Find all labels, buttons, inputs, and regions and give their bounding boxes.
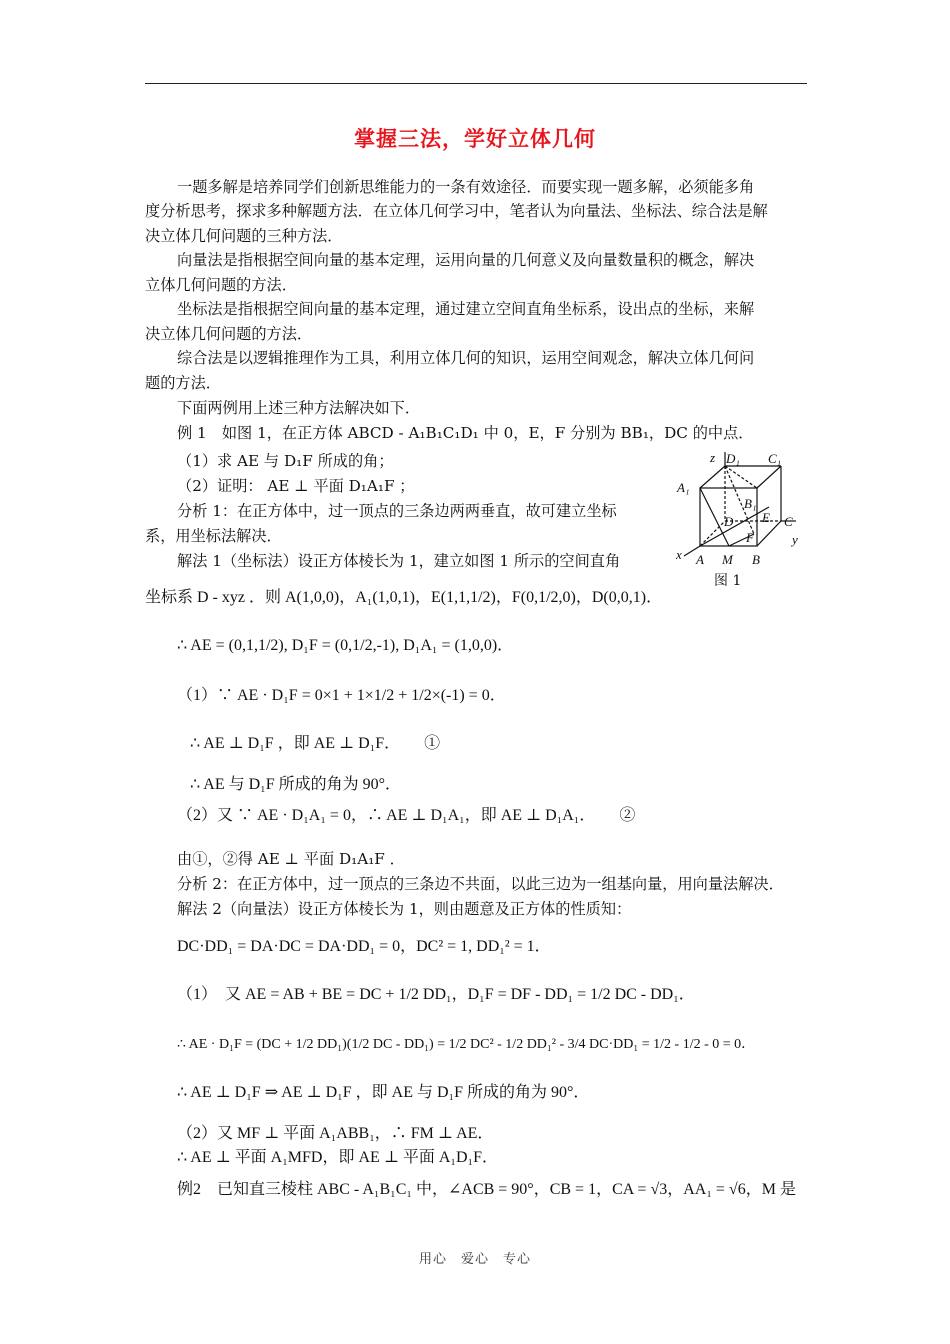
label-F: F <box>746 530 754 545</box>
solution-1-perpendicular: ∴ AE ⊥ D₁F ，即 AE ⊥ D₁F． ① <box>190 735 441 752</box>
label-x: x <box>676 547 682 562</box>
solution-2-vectors: （1） 又 AE = AB + BE = DC + 1/2 DD₁，D₁F = DF - DD₁ = 1/2 DC - DD₁． <box>177 986 695 1003</box>
label-C1: C₁ <box>768 451 782 466</box>
paragraph-line: 坐标法是指根据空间向量的基本定理，通过建立空间直角坐标系，设出点的坐标，来解 <box>177 300 755 318</box>
solution-2-intro: 解法 2（向量法）设正方体棱长为 1，则由题意及正方体的性质知： <box>177 900 632 918</box>
paragraph-line: 题的方法． <box>145 374 221 392</box>
analysis-1-line: 分析 1：在正方体中，过一顶点的三条边两两垂直，故可建立坐标 <box>177 502 617 520</box>
label-D1: D₁ <box>726 451 740 466</box>
paragraph-line: 向量法是指根据空间向量的基本定理，运用向量的几何意义及向量数量积的概念，解决 <box>177 251 755 269</box>
solution-2-part-2: （2）又 MF ⊥ 平面 A₁ABB₁，∴ FM ⊥ AE． <box>177 1125 494 1142</box>
paragraph-line: 度分析思考，探求多种解题方法．在立体几何学习中，笔者认为向量法、坐标法、综合法是解 <box>145 202 768 220</box>
solution-1-conclusion: 由①，②得 AE ⊥ 平面 D₁A₁F ． <box>177 850 405 868</box>
label-M: M <box>722 552 733 567</box>
paragraph-line: 决立体几何问题的方法． <box>145 325 313 343</box>
solution-2-basis: DC·DD₁ = DA·DC = DA·DD₁ = 0，DC² = 1, DD₁² = 1． <box>177 938 551 955</box>
figure-caption: 图 1 <box>714 573 742 589</box>
paragraph-line: 决立体几何问题的三种方法． <box>145 227 343 245</box>
example-1-part-2: （2）证明： AE ⊥ 平面 D₁A₁F ； <box>177 477 415 495</box>
label-D: D <box>724 514 734 529</box>
example-1-statement: 例 1 如图 1，在正方体 ABCD - A₁B₁C₁D₁ 中 0，E，F 分别为 BB₁，DC 的中点． <box>177 424 754 442</box>
solution-1-part-2: （2）又 ∵ AE · D₁A₁ = 0，∴ AE ⊥ D₁A₁，即 AE ⊥ D₁A₁． ② <box>177 807 636 824</box>
solution-2-angle: ∴ AE ⊥ D₁F ⇒ AE ⊥ D₁F ，即 AE 与 D₁F 所成的角为 90°． <box>177 1084 590 1101</box>
analysis-1-line: 系，用坐标法解决． <box>145 527 282 545</box>
label-B1: B₁ <box>744 496 757 511</box>
example-2-statement: 例2 已知直三棱柱 ABC - A₁B₁C₁ 中，∠ACB = 90°，CB = 1，CA = √3，AA₁ = √6，M 是 <box>177 1181 796 1198</box>
page-footer: 用心 爱心 专心 <box>418 1252 531 1267</box>
solution-1-angle: ∴ AE 与 D₁F 所成的角为 90°． <box>190 776 402 793</box>
solution-1-line: 解法 1（坐标法）设正方体棱长为 1，建立如图 1 所示的空间直角 <box>177 552 621 570</box>
paragraph-line: 立体几何问题的方法． <box>145 276 297 294</box>
label-z: z <box>710 450 716 465</box>
cube-figure <box>674 446 804 591</box>
label-B: B <box>752 552 760 567</box>
solution-2-conclusion: ∴ AE ⊥ 平面 A₁MFD，即 AE ⊥ 平面 A₁D₁F． <box>177 1149 499 1166</box>
page-title: 掌握三法，学好立体几何 <box>354 127 596 151</box>
example-1-part-1: （1）求 AE 与 D₁F 所成的角； <box>177 452 394 470</box>
analysis-2-line: 分析 2：在正方体中，过一顶点的三条边不共面，以此三边为一组基向量，用向量法解决． <box>177 875 784 893</box>
solution-2-dot-product: ∴ AE · D₁F = (DC + 1/2 DD₁)(1/2 DC - DD₁) = 1/2 DC² - 1/2 DD₁² - 3/4 DC·DD₁ = 1/2 - 1/2 - 0 = 0． <box>177 1037 756 1052</box>
label-C: C <box>784 514 793 529</box>
paragraph-line: 综合法是以逻辑推理作为工具，利用立体几何的知识，运用空间观念，解决立体几何问 <box>177 349 755 367</box>
header-rule <box>145 83 807 84</box>
solution-1-coordinates: 坐标系 D - xyz ．则 A(1,0,0)，A₁(1,0,1)，E(1,1,1/2)，F(0,1/2,0)，D(0,0,1)． <box>145 589 663 606</box>
label-A: A <box>696 552 704 567</box>
label-y: y <box>792 532 798 547</box>
label-A1: A₁ <box>677 480 690 495</box>
label-E: E <box>762 510 770 525</box>
paragraph-line: 一题多解是培养同学们创新思维能力的一条有效途径．而要实现一题多解，必须能多角 <box>177 178 755 196</box>
solution-1-vectors: ∴ AE = (0,1,1/2), D₁F = (0,1/2,-1), D₁A₁ = (1,0,0)． <box>177 637 514 654</box>
solution-1-dot-product: （1）∵ AE · D₁F = 0×1 + 1×1/2 + 1/2×(-1) = 0． <box>177 687 506 704</box>
paragraph-line: 下面两例用上述三种方法解决如下． <box>177 399 420 417</box>
